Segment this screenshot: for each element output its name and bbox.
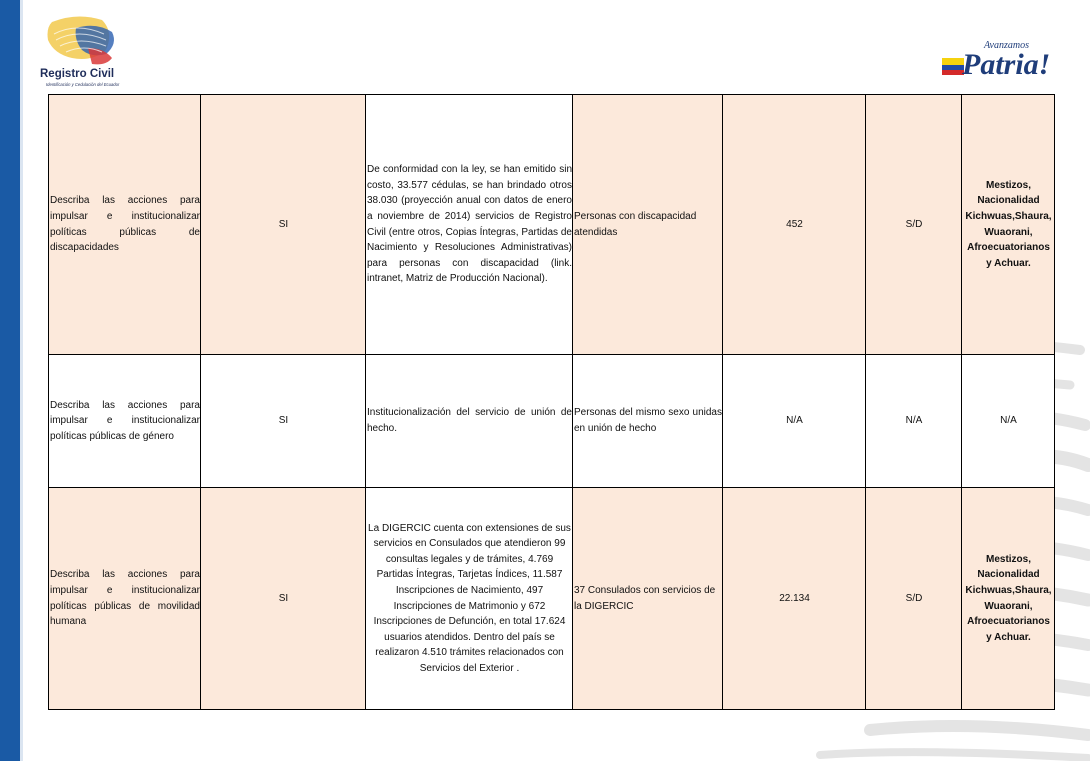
svg-text:Registro Civil: Registro Civil (40, 68, 115, 80)
beneficiaries-cell: 37 Consulados con servicios de la DIGERCIC (573, 488, 723, 710)
beneficiaries-cell: Personas con discapacidad atendidas (573, 95, 723, 355)
table-row (49, 488, 1055, 710)
nationalities-cell: Mestizos, Nacionalidad Kichwuas,Shaura, Wuaorani, Afroecuatorianos y Achuar. (962, 488, 1055, 710)
side-accent-stripe (20, 0, 23, 761)
count-cell: N/A (723, 355, 866, 488)
beneficiaries-cell: Personas del mismo sexo unidas en unión de hecho (573, 355, 723, 488)
registro-civil-logo (32, 14, 132, 96)
description-cell: De conformidad con la ley, se han emitido sin costo, 33.577 cédulas, se han brindado otros 38.030 (proyección anual con datos de enero a noviembre de 2014) servicios de Registro Civil (entre otros, Copias Íntegras, Partidas de Nacimiento y Resoluciones Administrativas) para personas con discapacidad (link. intranet, Matriz de Producción Nacional). (366, 95, 573, 355)
action-cell: Describa las acciones para impulsar e institucionalizar políticas públicas de género (49, 355, 201, 488)
answer-cell: SI (201, 355, 366, 488)
answer-cell: SI (201, 95, 366, 355)
amount-cell: S/D (866, 488, 962, 710)
answer-cell: SI (201, 488, 366, 710)
count-cell: 452 (723, 95, 866, 355)
description-cell: Institucionalización del servicio de unión de hecho. (366, 355, 573, 488)
side-accent-bar (0, 0, 20, 761)
table-row (49, 95, 1055, 355)
amount-cell: S/D (866, 95, 962, 355)
nationalities-cell: Mestizos, Nacionalidad Kichwuas,Shaura, Wuaorani, Afroecuatorianos y Achuar. (962, 95, 1055, 355)
accessibility-actions-table (48, 94, 1055, 710)
svg-text:Avanzamos: Avanzamos (984, 40, 1029, 51)
table-row (49, 355, 1055, 488)
avanzamos-patria-logo (940, 36, 1060, 88)
svg-text:Identificación y Cedulación de: Identificación y Cedulación del Ecuador (46, 82, 120, 87)
description-cell: La DIGERCIC cuenta con extensiones de sus servicios en Consulados que atendieron 99 consultas legales y de trámites, 4.769 Partidas Íntegras, Tarjetas Índices, 11.587 Inscripciones de Nacimiento, 497 Inscripciones de Matrimonio y 672 Inscripciones de Defunción, en total 17.624 usuarios atendidos. Dentro del país se realizaron 4.510 trámites relacionados con Servicios del Exterior . (366, 488, 573, 710)
nationalities-cell: N/A (962, 355, 1055, 488)
svg-text:Patria!: Patria! (962, 48, 1051, 81)
action-cell: Describa las acciones para impulsar e institucionalizar políticas públicas de discapacidades (49, 95, 201, 355)
action-cell: Describa las acciones para impulsar e institucionalizar políticas públicas de movilidad humana (49, 488, 201, 710)
count-cell: 22.134 (723, 488, 866, 710)
amount-cell: N/A (866, 355, 962, 488)
